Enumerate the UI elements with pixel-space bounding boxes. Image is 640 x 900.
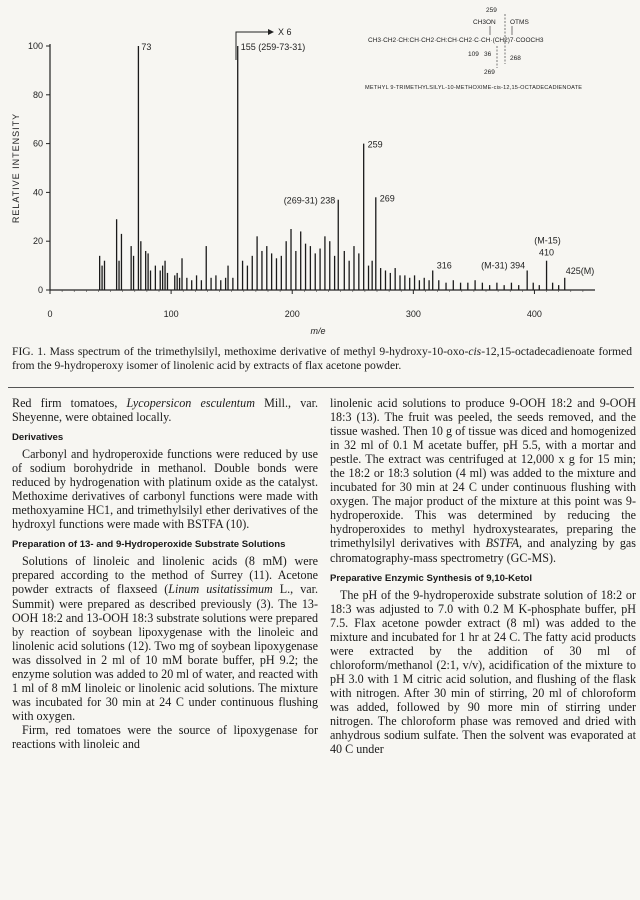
derivatives-paragraph: Carbonyl and hydroperoxide functions were reduced by use of sodium borohydride in methanol. Double bonds were reduced by hydrogenation with platinum oxide as the catalyst. Methoxime derivatives of carbonyl functions were made with methoxyamine HC1, and trimethylsilyl ether derivatives of the hydroxyl functions were made with BSTFA (10). (12, 447, 318, 532)
y-tick-label: 60 (32, 138, 43, 149)
structure-diagram (365, 7, 582, 91)
intro-paragraph (12, 396, 318, 424)
peak-label: 259 (367, 139, 383, 150)
peak-label: 425(M) (565, 265, 595, 276)
structure-compound-name: METHYL 9-TRIMETHYLSILYL-10-METHOXIME-cis-12,15-OCTADECADIENOATE (365, 85, 583, 91)
y-tick-group (28, 41, 50, 295)
y-tick-label: 80 (32, 89, 43, 100)
structure-top-group: CH3ON (473, 19, 496, 26)
peak-label: 73 (141, 42, 152, 52)
peak-label-group (141, 42, 594, 276)
prep-text-a: Solutions of linoleic and linolenic acids (8 mM) were prepared according to the method of Surrey (11). Acetone powder extracts of flaxseed ( (12, 554, 318, 597)
x-tick-label: 100 (163, 309, 179, 319)
peak-label: 155 (259-73-31) (240, 42, 306, 52)
structure-fragment-36: 36 (484, 51, 492, 58)
heading-preparation: Preparation of 13- and 9-Hydroperoxide Substrate Solutions (12, 539, 286, 551)
heading-synthesis: Preparative Enzymic Synthesis of 9,10-Ketol (330, 572, 533, 584)
x-tick-label: 0 (47, 309, 53, 319)
continued-paragraph (330, 396, 636, 565)
caption-cis: cis (468, 345, 482, 358)
x-tick-group (47, 290, 582, 319)
peak-label: 410 (539, 247, 555, 258)
caption-tail: -12,15-octadecadienoate formed from the 9-hydroperoxy isomer of linolenic acid by extracts of flax acetone powder. (12, 345, 632, 372)
y-tick-label: 40 (32, 187, 43, 198)
x-tick-label: 400 (526, 309, 542, 319)
structure-fragment-269: 269 (484, 69, 495, 76)
peak-label: (M-15) (534, 235, 561, 246)
structure-otms: OTMS (510, 19, 529, 26)
magnification-arrowhead (268, 29, 274, 35)
synthesis-paragraph: The pH of the 9-hydroperoxide substrate solution of 18:2 or 18:3 was adjusted to 7.0 with 0.2 M K-phosphate buffer, pH 7.5. Flax acetone powder extract (8 ml) was added to the mixture and incubated for 1 hr at 24 C. The fatty acid products were extracted by the addition of 30 ml of chloroform/methanol (2:1, v/v), acidification of the mixture to pH 3.0 with 1 M citric acid solution, and flushing of the flask with nitrogen. After 30 min of stirring, 20 ml of chloroform was added, followed by 90 more min of stirring under nitrogen. The chloroform phase was removed and dried with anhydrous sodium sulfate. Then the solvent was evaporated at 40 C under (330, 587, 636, 757)
intro-species: Lycopersicon esculentum (126, 396, 255, 410)
cont-text-b: , and analyzing by gas chromatography-mass spectrometry (GC-MS). (330, 536, 636, 565)
right-text-column (330, 396, 636, 756)
structure-fragment-109: 109 (468, 51, 479, 58)
x-tick-label: 200 (284, 309, 300, 319)
magnification-label: X 6 (278, 27, 292, 37)
x-tick-label: 300 (405, 309, 421, 319)
x-axis-label: m/e (310, 326, 326, 336)
y-tick-label: 20 (32, 236, 43, 247)
figure-caption (12, 345, 632, 373)
intro-text-a: Red firm tomatoes, (12, 396, 127, 410)
structure-fragment-259: 259 (486, 7, 497, 14)
y-tick-label: 0 (37, 285, 43, 295)
prep-text-b: L., var. Summit) were prepared as described previously (3). The 13-OOH 18:2 and 13-OOH 18:3 substrate solutions were prepared by reaction of soybean lipoxygenase with the linoleic and linolenic acid solutions (12). Two mg of soybean lipoxygenase was dissolved in 2 ml of 10 mM borate buffer, pH 9.2; the enzyme solution was added to 20 ml of water, and reacted with 1 ml of 8 mM linoleic or linolenic acid solutions. The mixture was incubated for 30 min at 24 C under continuous flushing with oxygen. (12, 582, 318, 723)
caption-divider (8, 387, 634, 388)
mass-spectrum-chart (0, 0, 640, 345)
y-tick-label: 100 (27, 41, 43, 51)
heading-derivatives: Derivatives (12, 432, 64, 444)
tomato-paragraph: Firm, red tomatoes were the source of lipoxygenase for reactions with linoleic and (12, 722, 318, 751)
peak-label: 316 (436, 260, 452, 271)
structure-formula: CH3·CH2·CH:CH·CH2·CH:CH·CH2·C·CH·(CH2)7·COOCH3 (368, 37, 544, 44)
caption-lead: FIG. 1. Mass spectrum of the trimethylsilyl, methoxime derivative of methyl 9-hydroxy-10-oxo- (12, 345, 469, 358)
peak-label: 269 (379, 193, 395, 204)
intro-text-b: Mill., var. Sheyenne, were obtained locally. (12, 396, 318, 425)
prep-species: Linum usitatissimum (168, 582, 273, 597)
cont-bstfa: BSTFA (485, 536, 520, 551)
cont-text-a: linolenic acid solutions to produce 9-OOH 18:2 and 9-OOH 18:3 (13). The fruit was peeled, the seeds removed, and the tissue washed. Then 10 g of tissue was diced and homogenized in 32 ml of 0.1 M acetate buffer, pH 5.5, with a mortar and pestle. The extract was centrifuged at 12,000 x g for 15 min; the 18:2 or 18:3 solution (4 ml) was added to the mixture and incubated for 30 min at 24 C under continuous flushing with oxygen. The major product of the mixture at this point was 9-hydroperoxide. This was determined by reducing the hydroperoxides to methyl hydroxystearates, preparing the trimethylsilyl derivatives with (330, 396, 636, 551)
peak-label: (269-31) 238 (283, 195, 336, 206)
left-text-column (12, 396, 318, 751)
peak-label: (M-31) 394 (481, 260, 526, 271)
mass-spectrum-figure (0, 0, 640, 345)
peak-group (100, 46, 565, 290)
structure-fragment-268: 268 (510, 55, 521, 62)
y-axis-label: RELATIVE INTENSITY (11, 112, 21, 224)
preparation-paragraph (12, 554, 318, 723)
